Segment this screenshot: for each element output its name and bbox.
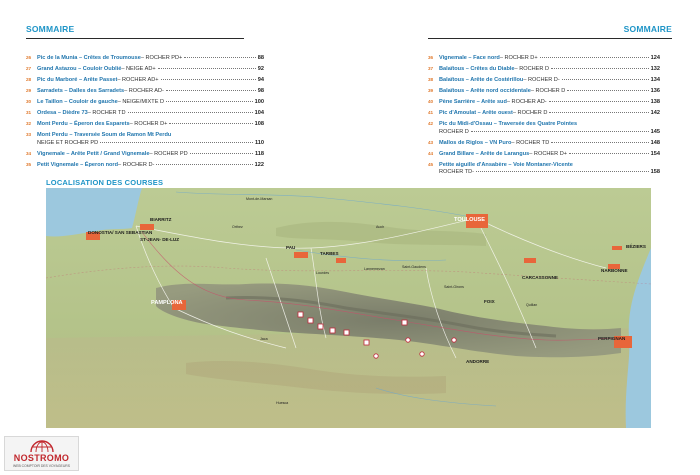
city-perpignan: PERPIGNAN [598,336,626,341]
toc-entry-title: Pic du Midi-d'Ossau – Traversée des Quatre Pointes [439,121,578,127]
toc-entry [26,76,264,85]
toc-entry-page: 92 [257,66,264,72]
toc-entry-title: Vignemale – Face nord [439,55,500,61]
toc-entry-page: 138 [650,99,660,105]
toc-entry-number: 45 [428,161,434,167]
town-quillan: Quillan [526,303,538,307]
route-location-map [46,188,651,428]
toc-entry-grade: – ROCHER D [512,110,548,116]
toc-entry-number: 37 [428,66,434,71]
city-foix: FOIX [484,299,495,304]
toc-entry-grade: – ROCHER D+ [499,55,538,61]
town-jaca: Jaca [260,337,268,341]
toc-leader-dots [190,153,253,154]
heading-rule-right [428,38,672,39]
toc-entry-page: 108 [254,121,264,127]
toc-entry [428,109,660,118]
toc-entry-title: Mont Perdu – Traversée Soum de Ramon Mt Perdu [37,132,172,138]
toc-leader-dots [166,101,253,102]
toc-entry-page: 88 [257,55,264,61]
toc-entry-title: Pic de la Munia – Crêtes de Troumouse [37,55,141,61]
heading-rule-left [26,38,244,39]
city-donostia: DONOSTIA/ SAN SEBASTIAN [88,230,153,235]
toc-leader-dots [471,131,649,132]
toc-leader-dots [128,112,253,113]
toc-leader-dots [540,57,649,58]
town-orthez: Orthez [232,225,243,229]
toc-entry-number: 26 [26,55,32,60]
toc-leader-dots [549,101,649,102]
toc-entry-page: 145 [650,128,660,135]
toc-entry-title: Grand Astazou – Couloir Oublié [37,66,122,72]
toc-entry [428,87,660,96]
toc-entry-page: 100 [254,99,264,105]
toc-entry-page: 154 [650,150,660,157]
city-beziers: BÉZIERS [626,244,646,249]
toc-entry-title: Balaïtous – Crêtes du Diable [439,66,515,72]
toc-entry-grade: – ROCHER D- [118,161,155,168]
toc-leader-dots [100,142,253,143]
toc-entry-number: 35 [26,161,32,167]
toc-leader-dots [569,153,649,154]
city-pau: PAU [286,245,296,250]
toc-entry-number: 40 [428,99,434,104]
toc-entry-number: 38 [428,77,434,82]
toc-leader-dots [156,164,252,165]
toc-entry-page: 118 [254,150,264,157]
toc-entry-grade: NEIGE ET ROCHER PD [37,139,99,146]
town-huesca: Huesca [276,401,289,405]
toc-entry-number: 29 [26,88,32,93]
toc-entry [428,161,660,177]
toc-entry-title: Balaïtous – Arête nord occidentale [439,88,531,94]
toc-entry-title: Ordesa – Dièdre 73 [37,110,88,116]
town-saint-girons: Saint-Girons [444,285,464,289]
toc-entry [26,131,264,147]
toc-entry-page: 136 [650,88,660,94]
toc-entry-page: 148 [650,139,660,146]
toc-entry-page: 142 [650,110,660,116]
toc-entry [26,150,264,159]
toc-entry [26,65,264,74]
globe-icon [29,439,55,453]
toc-entry-grade: – NEIGE AD+ [121,66,156,72]
map-heading: LOCALISATION DES COURSES [46,178,164,187]
toc-entry-grade: – NEIGE/MIXTE D [117,99,165,105]
toc-leader-dots [567,90,648,91]
toc-entry-page: 134 [650,77,660,83]
toc-entry-title: Le Taillon – Couloir de gauche [37,99,118,105]
toc-entry-page: 132 [650,66,660,72]
toc-entry-title: Balaïtous – Arête de Costérillou [439,77,524,83]
toc-entry [26,120,264,129]
toc-entry [26,54,264,63]
toc-entry-number: 32 [26,121,32,126]
toc-entry [428,139,660,148]
city-narbonne: NARBONNE [601,268,628,273]
toc-entry-grade: – ROCHER D [530,88,566,94]
toc-entry-grade: – ROCHER AD+ [117,77,159,83]
city-st-jean-de-luz: ST-JEAN- DE-LUZ [140,237,180,242]
town-auch: Auch [376,225,385,229]
city-toulouse: TOULOUSE [454,217,485,223]
toc-entry-title: Mallos de Riglos – VN Puro [439,139,512,146]
toc-entry-number: 43 [428,139,434,145]
toc-entry-grade: – ROCHER D- [523,77,560,83]
toc-entry-number: 31 [26,110,32,115]
toc-entry [26,98,264,107]
toc-entry-grade: – ROCHER AD- [124,88,164,94]
toc-list-right [428,54,660,179]
toc-entry [428,98,660,107]
toc-entry-number: 30 [26,99,32,104]
toc-entry-title: Vignemale – Arête Petit / Grand Vignemale [37,150,150,157]
sommaire-heading-right: SOMMAIRE [623,24,672,34]
toc-entry [26,161,264,170]
toc-entry-grade: – ROCHER PD [149,150,188,157]
toc-entry-page: 158 [650,169,660,175]
toc-leader-dots [551,142,648,143]
toc-entry-grade: – ROCHER TD [511,139,550,146]
toc-entry-page: 104 [254,110,264,116]
toc-entry-grade: – ROCHER D+ [529,150,568,157]
toc-entry [26,109,264,118]
toc-entry-number: 39 [428,88,434,93]
toc-entry-number: 42 [428,121,434,126]
toc-leader-dots [549,112,648,113]
toc-entry-grade: ROCHER D [439,128,469,135]
city-tarbes: TARBES [320,251,339,256]
toc-entry [428,150,660,159]
toc-entry [428,76,660,85]
toc-entry-grade: – ROCHER AD- [506,99,547,105]
toc-entry-title: Pène Sarrière – Arête sud [439,99,507,105]
toc-entry-grade: – ROCHER PD+ [140,55,183,61]
toc-entry-number: 36 [428,55,434,60]
city-pamplona: PAMPLONA [151,300,183,306]
city-carcassonne: CARCASSONNE [522,275,558,280]
toc-entry [26,87,264,96]
toc-entry-title: Pic du Marboré – Arête Passet [37,77,118,83]
toc-leader-dots [184,57,255,58]
toc-list-left [26,54,264,172]
toc-entry-page: 110 [254,139,264,146]
toc-entry-number: 34 [26,150,32,156]
toc-entry-title: Pic d'Amoulat – Arête ouest [439,110,513,116]
toc-entry [428,54,660,63]
toc-entry-page: 122 [254,161,264,168]
toc-leader-dots [169,123,252,124]
toc-entry-title: Petite aiguille d'Ansabère – Voie Montaner-Vicente [439,161,573,168]
town-mont-de-marsan: Mont-de-Marsan [246,197,273,201]
city-andorre: ANDORRE [466,359,490,364]
toc-leader-dots [166,90,256,91]
toc-entry-page: 98 [257,88,264,94]
logo-tagline: WEB COMPTOIR DES VOYAGEURS [13,464,70,468]
toc-leader-dots [562,79,649,80]
town-lannemezan: Lannemezan [364,267,385,271]
toc-entry-number: 33 [26,132,32,137]
toc-leader-dots [158,68,256,69]
city-biarritz: BIARRITZ [150,217,172,222]
toc-entry-number: 41 [428,110,434,115]
toc-entry-grade: – ROCHER D+ [129,121,168,127]
toc-entry-number: 44 [428,150,434,156]
toc-leader-dots [161,79,256,80]
nostromo-logo [4,436,79,471]
toc-entry-grade: – ROCHER D [514,66,550,72]
sommaire-heading-left: SOMMAIRE [26,24,75,34]
toc-entry-grade: ROCHER TD- [439,169,475,175]
town-lourdes: Lourdes [316,271,329,275]
toc-entry-page: 124 [650,55,660,61]
toc-entry-page: 94 [257,77,264,83]
toc-entry-title: Sarradets – Dalles des Sarradets [37,88,125,94]
toc-entry [428,120,660,136]
toc-leader-dots [551,68,649,69]
toc-entry-number: 28 [26,77,32,82]
toc-leader-dots [476,171,649,172]
toc-entry-grade: – ROCHER TD [87,110,126,116]
toc-entry-title: Mont Perdu – Éperon des Esparets [37,121,130,127]
toc-entry [428,65,660,74]
toc-entry-title: Petit Vignemale – Éperon nord [37,161,119,168]
toc-entry-number: 27 [26,66,32,71]
town-saint-gaudens: Saint-Gaudens [402,265,426,269]
logo-name: NOSTROMO [13,453,70,463]
toc-entry-title: Grand Billare – Arête de Larangus [439,150,530,157]
